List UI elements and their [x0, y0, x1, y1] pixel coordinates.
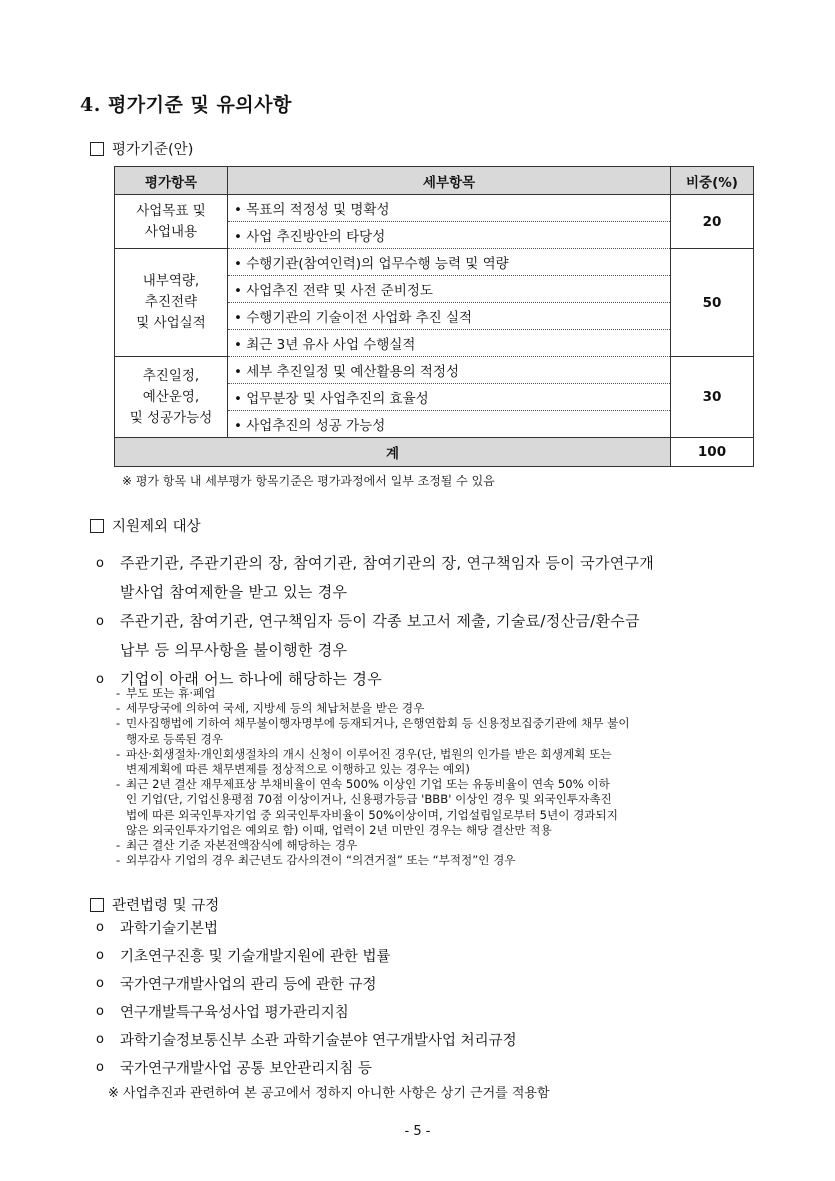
category-line: 사업목표 및	[136, 202, 206, 219]
list-item	[96, 969, 756, 997]
weight-cell: 20	[671, 195, 754, 249]
law-name: 기초연구진흥 및 기술개발지원에 관한 법률	[120, 948, 391, 965]
detail-item: • 목표의 적정성 및 명확성	[228, 195, 671, 222]
category-line: 사업내용	[144, 223, 198, 240]
page-number: - 5 -	[404, 1124, 431, 1139]
exclusion-list	[96, 549, 756, 694]
exclusion-sublist	[116, 686, 760, 868]
list-item-line: 주관기관, 참여기관, 연구책임자 등이 각종 보고서 제출, 기술료/정산금/환수금	[120, 612, 640, 630]
total-value: 100	[671, 438, 754, 467]
sub-list-item	[116, 777, 760, 838]
sub-list-item	[116, 716, 760, 746]
sub-list-item	[116, 701, 760, 716]
sub-item-line: 부도 또는 휴·폐업	[126, 686, 216, 700]
dash-bullet: -	[116, 746, 121, 761]
section-title: 4. 평가기준 및 유의사항	[80, 94, 292, 116]
table-row	[115, 195, 754, 222]
laws-note: ※ 사업추진과 관련하여 본 공고에서 정하지 아니한 사항은 상기 근거를 적용함	[108, 1086, 550, 1101]
sub-list-item	[116, 853, 760, 868]
detail-item: • 업무분장 및 사업추진의 효율성	[228, 384, 671, 411]
category-cell	[115, 357, 228, 438]
category-line: 예산운영,	[142, 388, 200, 405]
list-item-line: 주관기관, 주관기관의 장, 참여기관, 참여기관의 장, 연구책임자 등이 국가연구개	[120, 554, 655, 572]
sub-item-line: 않은 외국인투자기업은 예외로 함) 이때, 업력이 2년 미만인 경우는 해당 결산만 적용	[126, 822, 552, 837]
list-item	[96, 549, 756, 607]
exclusion-heading	[90, 515, 201, 536]
sub-list-item	[116, 686, 760, 701]
detail-item: • 사업추진의 성공 가능성	[228, 411, 671, 438]
circle-bullet-icon: o	[96, 1031, 104, 1047]
criteria-table	[114, 166, 754, 467]
category-cell	[115, 249, 228, 357]
laws-heading	[90, 894, 219, 915]
law-name: 과학기술정보통신부 소관 과학기술분야 연구개발사업 처리규정	[120, 1032, 517, 1049]
list-item	[96, 1025, 756, 1053]
category-line: 추진일정,	[142, 367, 200, 384]
dash-bullet: -	[116, 716, 121, 731]
detail-item: • 세부 추진일정 및 예산활용의 적정성	[228, 357, 671, 384]
list-item	[96, 607, 756, 665]
law-name: 국가연구개발사업 공통 보안관리지침 등	[120, 1060, 372, 1077]
dash-bullet: -	[116, 838, 121, 853]
law-name: 과학기술기본법	[120, 920, 219, 937]
list-item	[96, 913, 756, 941]
table-row	[115, 357, 754, 384]
list-item-line: 납부 등 의무사항을 불이행한 경우	[120, 641, 348, 659]
detail-item: • 수행기관의 기술이전 사업화 추진 실적	[228, 303, 671, 330]
circle-bullet-icon: o	[96, 919, 104, 935]
category-line: 및 성공가능성	[129, 409, 213, 426]
detail-item: • 수행기관(참여인력)의 업무수행 능력 및 역량	[228, 249, 671, 276]
category-line: 및 사업실적	[136, 315, 206, 331]
checkbox-square-icon	[90, 142, 104, 156]
dash-bullet: -	[116, 853, 121, 868]
exclusion-heading-text: 지원제외 대상	[112, 519, 201, 535]
detail-item: • 사업추진 전략 및 사전 준비정도	[228, 276, 671, 303]
sub-item-line: 최근 2년 결산 재무제표상 부채비율이 연속 500% 이상인 기업 또는 유동비율이 연속 50% 이하	[126, 777, 610, 792]
total-row	[115, 438, 754, 467]
sub-item-line: 변제계획에 따른 채무변제를 정상적으로 이행하고 있는 경우는 예외)	[126, 762, 470, 777]
header-detail: 세부항목	[228, 167, 671, 195]
table-header-row	[115, 167, 754, 195]
list-item	[96, 941, 756, 969]
sub-list-item	[116, 838, 760, 853]
category-line: 추진전략	[144, 294, 198, 310]
list-item-line: 기업이 아래 어느 하나에 해당하는 경우	[120, 670, 382, 688]
list-item	[96, 1053, 756, 1081]
sub-item-line: 파산·회생절차·개인회생절차의 개시 신청이 이루어진 경우(단, 법원의 인가를 받은 회생계획 또는	[126, 746, 612, 761]
law-name: 국가연구개발사업의 관리 등에 관한 규정	[120, 976, 377, 993]
list-item-line: 발사업 참여제한을 받고 있는 경우	[120, 583, 348, 601]
sub-item-line: 민사집행법에 기하여 채무불이행자명부에 등재되거나, 은행연합회 등 신용정보집중기관에 채무 불이	[126, 716, 630, 731]
circle-bullet-icon: o	[96, 614, 104, 629]
table-row	[115, 249, 754, 276]
dash-bullet: -	[116, 686, 121, 700]
laws-heading-text: 관련법령 및 규정	[112, 898, 220, 914]
sub-item-line: 외부감사 기업의 경우 최근년도 감사의견이 “의견거절” 또는 “부적정”인 경우	[126, 853, 516, 868]
detail-item: • 사업 추진방안의 타당성	[228, 222, 671, 249]
total-label: 계	[115, 438, 671, 467]
circle-bullet-icon: o	[96, 975, 104, 991]
category-line: 내부역량,	[142, 273, 200, 289]
dash-bullet: -	[116, 777, 121, 792]
criteria-heading	[90, 138, 193, 159]
list-item	[96, 997, 756, 1025]
sub-item-line: 인 기업(단, 기업신용평점 70점 이상이거나, 신용평가등급 'BBB' 이상인 경우 및 외국인투자촉진	[126, 792, 612, 807]
circle-bullet-icon: o	[96, 672, 104, 687]
criteria-note: ※ 평가 항목 내 세부평가 항목기준은 평가과정에서 일부 조정될 수 있음	[122, 474, 495, 488]
laws-list	[96, 913, 756, 1081]
dash-bullet: -	[116, 701, 121, 716]
circle-bullet-icon: o	[96, 556, 104, 571]
criteria-heading-text: 평가기준(안)	[112, 142, 194, 158]
circle-bullet-icon: o	[96, 947, 104, 963]
sub-item-line: 최근 결산 기준 자본전액잠식에 해당하는 경우	[126, 838, 358, 853]
sub-list-item	[116, 747, 760, 777]
circle-bullet-icon: o	[96, 1059, 104, 1075]
category-cell	[115, 195, 228, 249]
sub-item-line: 법에 따른 외국인투자기업 중 외국인투자비율이 50%이상이며, 기업설립일로부터 5년이 경과되지	[126, 807, 618, 822]
header-weight: 비중(%)	[671, 167, 754, 195]
circle-bullet-icon: o	[96, 1003, 104, 1019]
sub-item-line: 행자로 등록된 경우	[126, 731, 223, 746]
sub-item-line: 세무당국에 의하여 국세, 지방세 등의 체납처분을 받은 경우	[126, 701, 425, 716]
weight-cell: 50	[671, 249, 754, 357]
law-name: 연구개발특구육성사업 평가관리지침	[120, 1004, 349, 1021]
detail-item: • 최근 3년 유사 사업 수행실적	[228, 330, 671, 357]
header-category: 평가항목	[115, 167, 228, 195]
weight-cell: 30	[671, 357, 754, 438]
checkbox-square-icon	[90, 519, 104, 533]
checkbox-square-icon	[90, 898, 104, 912]
